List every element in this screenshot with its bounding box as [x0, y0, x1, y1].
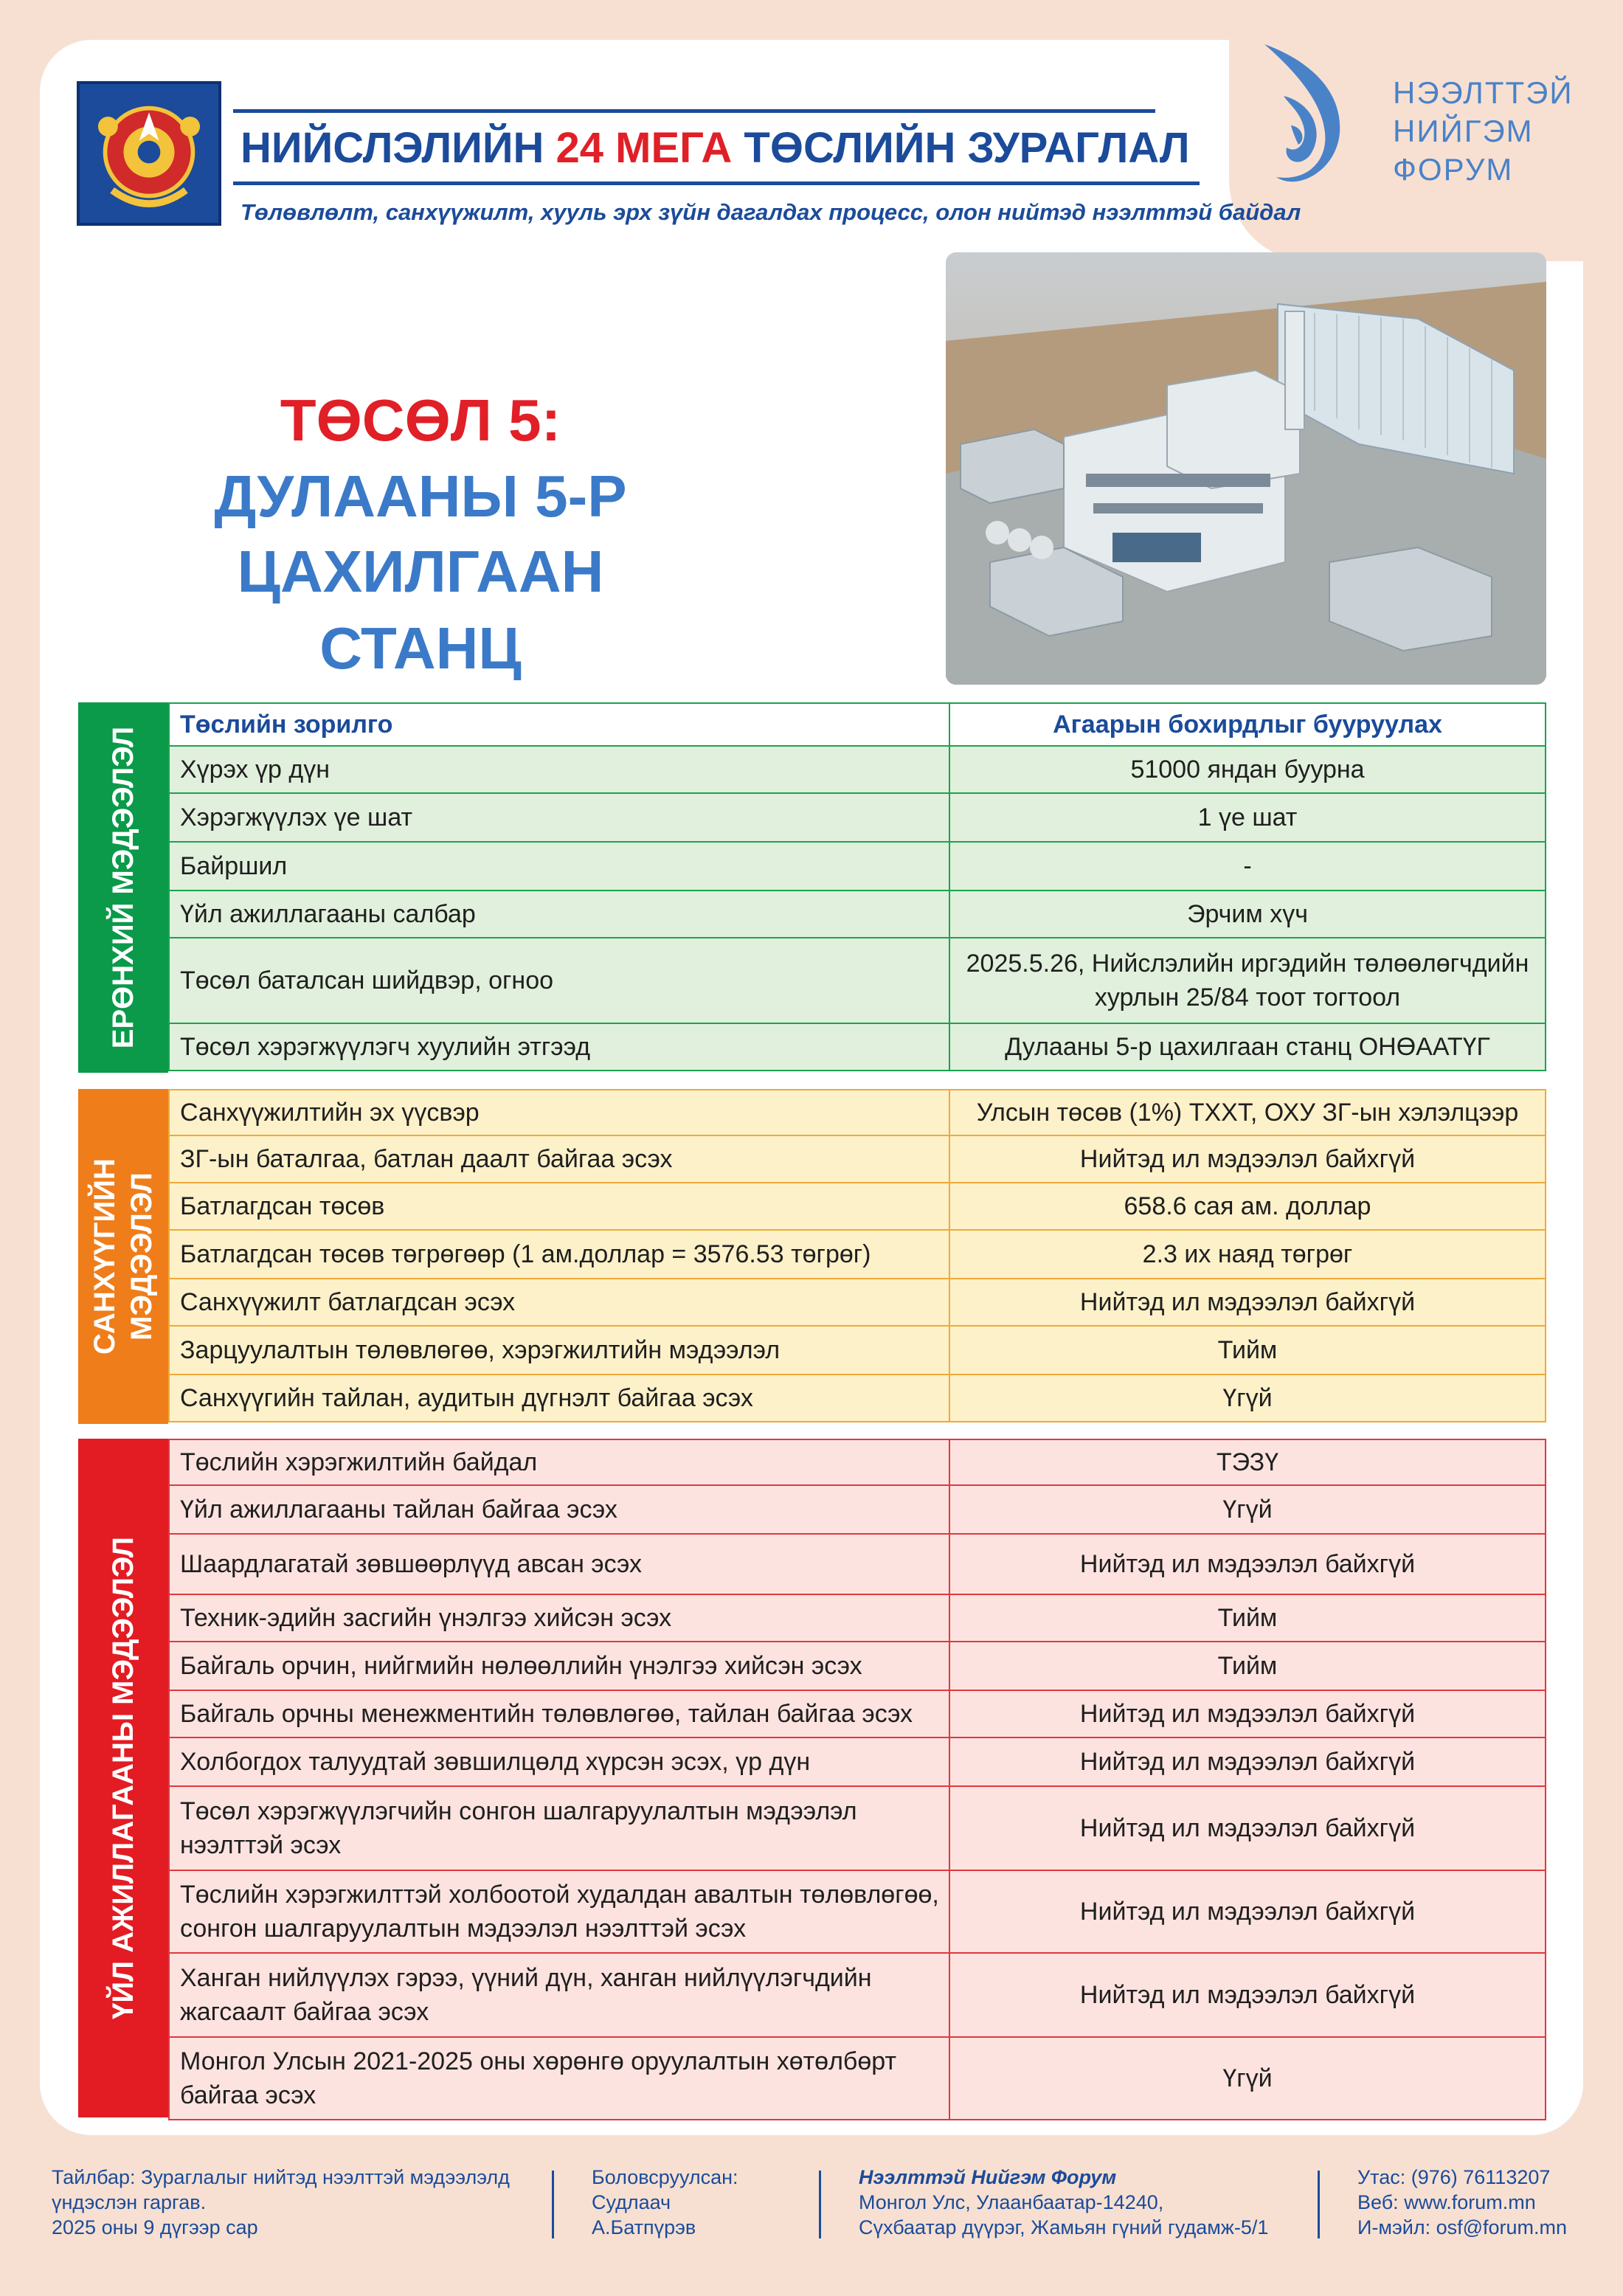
row-value: Тийм — [1217, 1652, 1278, 1680]
row-label: Зарцуулалтын төлөвлөгөө, хэрэгжилтийн мэдээлэл — [170, 1327, 950, 1374]
table-row — [168, 747, 1546, 794]
project-name-line1: ДУЛААНЫ 5-Р ЦАХИЛГААН — [214, 463, 627, 604]
row-label: Санхүүгийн тайлан, аудитын дүгнэлт байгаа эсэх — [170, 1375, 950, 1421]
row-value: Нийтэд ил мэдээлэл байхгүй — [1079, 1814, 1416, 1842]
row-label: Ханган нийлүүлэх гэрээ, үүний дүн, ханган нийлүүлэгчдийн жагсаалт байгаа эсэх — [170, 1954, 950, 2036]
general-info-label: ЕРӨНХИЙ МЭДЭЭЛЭЛ — [78, 702, 168, 1073]
row-label: Шаардлагатай зөвшөөрлүүд авсан эсэх — [170, 1535, 950, 1594]
power-plant-rendering — [946, 252, 1546, 685]
row-label: Санхүүжилт батлагдсан эсэх — [170, 1279, 950, 1325]
row-label: Үйл ажиллагааны салбар — [170, 891, 950, 937]
row-value: Нийтэд ил мэдээлэл байхгүй — [1079, 1550, 1416, 1578]
row-label: Төсөл баталсан шийдвэр, огноо — [170, 938, 950, 1023]
row-label: Төсөл хэрэгжүүлэгчийн сонгон шалгаруулалтын мэдээлэл нээлттэй эсэх — [170, 1787, 950, 1870]
header-title: НИЙСЛЭЛИЙН 24 МЕГА ТӨСЛИЙН ЗУРАГЛАЛ — [240, 124, 1190, 172]
row-label: Монгол Улсын 2021-2025 оны хөрөнгө оруулалтын хөтөлбөрт байгаа эсэх — [170, 2038, 950, 2119]
table-row — [168, 1183, 1546, 1231]
row-value: Тийм — [1217, 1604, 1278, 1632]
finance-info-label: САНХҮҮГИЙН МЭДЭЭЛЭЛ — [78, 1089, 168, 1424]
table-row — [168, 1089, 1546, 1136]
row-value: Нийтэд ил мэдээлэл байхгүй — [1079, 1288, 1416, 1316]
row-label: Хүрэх үр дүн — [170, 747, 950, 792]
row-value: Үгүй — [1222, 1384, 1273, 1412]
table-row — [168, 1787, 1546, 1871]
footer-org: Нээлттэй Нийгэм Форум Монгол Улс, Улаанбаатар-14240, Сүхбаатар дүүрэг, Жамьян гүний гудамж-5/1 — [859, 2166, 1269, 2238]
table-row — [168, 1691, 1546, 1738]
row-value: Нийтэд ил мэдээлэл байхгүй — [1079, 1145, 1416, 1173]
table-row — [168, 1535, 1546, 1595]
table-row — [168, 1871, 1546, 1954]
row-value: Агаарын бохирдлыг бууруулах — [1053, 710, 1442, 739]
table-row — [168, 1595, 1546, 1642]
row-value: ТЭЗҮ — [1216, 1448, 1279, 1476]
row-label: Байршил — [170, 843, 950, 890]
row-label: Төсөл хэрэгжүүлэгч хуулийн этгээд — [170, 1024, 950, 1070]
phone-text: Утас: (976) 76113207 — [1357, 2166, 1551, 2188]
row-value: Нийтэд ил мэдээлэл байхгүй — [1079, 1981, 1416, 2009]
project-title — [89, 384, 752, 686]
open-society-forum-logo-icon — [1254, 37, 1350, 199]
row-label: Техник-эдийн засгийн үнэлгээ хийсэн эсэх — [170, 1595, 950, 1641]
table-row — [168, 1375, 1546, 1422]
table-row — [168, 1486, 1546, 1535]
row-value: Улсын төсөв (1%) ТХХТ, ОХУ ЗГ-ын хэлэлцээр — [976, 1099, 1519, 1127]
finance-info-section — [78, 1089, 1546, 1424]
row-label: Төслийн хэрэгжилтийн байдал — [170, 1440, 950, 1484]
footer-prepared: Боловсруулсан: Судлаач А.Батпүрэв — [592, 2166, 738, 2238]
org-logo-text: НЭЭЛТТЭЙ НИЙГЭМ ФОРУМ — [1393, 75, 1574, 187]
table-row — [168, 1024, 1546, 1071]
header-subtitle: Төлөвлөлт, санхүүжилт, хууль эрх зүйн дагалдах процесс, олон нийтэд нээлттэй байдал — [240, 199, 1301, 225]
row-label: Байгаль орчин, нийгмийн нөлөөллийн үнэлгээ хийсэн эсэх — [170, 1642, 950, 1690]
operations-info-label: ҮЙЛ АЖИЛЛАГААНЫ МЭДЭЭЛЭЛ — [78, 1439, 168, 2117]
row-value: 51000 яндан буурна — [1130, 755, 1365, 784]
table-row — [168, 1231, 1546, 1279]
row-value: 2025.5.26, Нийслэлийн иргэдийн төлөөлөгчдийн хурлын 25/84 тоот тогтоол — [966, 950, 1529, 1012]
table-row — [168, 1136, 1546, 1183]
row-label: Байгаль орчны менежментийн төлөвлөгөө, тайлан байгаа эсэх — [170, 1691, 950, 1737]
project-name-line2: СТАНЦ — [319, 615, 522, 681]
footer-divider — [1318, 2171, 1320, 2238]
table-row — [168, 1738, 1546, 1787]
row-label: Хэрэгжүүлэх үе шат — [170, 794, 950, 841]
general-info-section — [78, 702, 1546, 1073]
row-value: 2.3 их наяд төгрөг — [1142, 1240, 1353, 1268]
row-label: Санхүүжилтийн эх үүсвэр — [170, 1090, 950, 1135]
table-row — [168, 1279, 1546, 1327]
row-label: Төслийн зорилго — [170, 704, 950, 745]
row-label: Батлагдсан төсөв — [170, 1183, 950, 1229]
row-value: Үгүй — [1222, 2064, 1273, 2092]
header-rule-top — [233, 109, 1155, 113]
row-label: Холбогдох талуудтай зөвшилцөлд хүрсэн эсэх, үр дүн — [170, 1738, 950, 1785]
row-value: 1 үе шат — [1197, 803, 1298, 831]
operations-info-section — [78, 1439, 1546, 2117]
state-emblem-icon — [77, 81, 221, 226]
table-row — [168, 702, 1546, 747]
table-row — [168, 1954, 1546, 2038]
row-label: Батлагдсан төсөв төгрөгөөр (1 ам.доллар = 3576.53 төгрөг) — [170, 1231, 950, 1278]
table-row — [168, 891, 1546, 938]
row-value: 658.6 сая ам. доллар — [1124, 1192, 1371, 1220]
footer-contacts — [1357, 2165, 1567, 2240]
row-label: Төслийн хэрэгжилттэй холбоотой худалдан авалтын төлөвлөгөө, сонгон шалгаруулалтын мэдээлэл нээлттэй эсэх — [170, 1871, 950, 1952]
table-row — [168, 938, 1546, 1024]
project-number: ТӨСӨЛ 5: — [280, 387, 561, 453]
table-row — [168, 794, 1546, 843]
table-row — [168, 1327, 1546, 1375]
website-link[interactable]: Веб: www.forum.mn — [1357, 2191, 1536, 2213]
row-label: Үйл ажиллагааны тайлан байгаа эсэх — [170, 1486, 950, 1533]
row-value: Үгүй — [1222, 1495, 1273, 1524]
header-rule-bottom — [233, 181, 1200, 185]
row-value: Нийтэд ил мэдээлэл байхгүй — [1079, 1898, 1416, 1926]
row-value: Нийтэд ил мэдээлэл байхгүй — [1079, 1748, 1416, 1776]
footer-note: Тайлбар: Зураглалыг нийтэд нээлттэй мэдээлэлд үндэслэн гаргав. 2025 оны 9 дүгээр сар — [52, 2166, 510, 2238]
footer-divider — [552, 2171, 554, 2238]
email-link[interactable]: И-мэйл: osf@forum.mn — [1357, 2216, 1568, 2238]
footer — [0, 2165, 1623, 2261]
footer-divider — [819, 2171, 821, 2238]
table-row — [168, 843, 1546, 891]
row-value: Дулааны 5-р цахилгаан станц ОНӨААТҮГ — [1005, 1033, 1490, 1061]
row-value: - — [1243, 852, 1252, 880]
row-value: Тийм — [1217, 1336, 1278, 1364]
row-value: Эрчим хүч — [1187, 900, 1308, 928]
table-row — [168, 2038, 1546, 2120]
table-row — [168, 1439, 1546, 1486]
row-label: ЗГ-ын баталгаа, батлан даалт байгаа эсэх — [170, 1136, 950, 1182]
table-row — [168, 1642, 1546, 1691]
row-value: Нийтэд ил мэдээлэл байхгүй — [1079, 1700, 1416, 1728]
